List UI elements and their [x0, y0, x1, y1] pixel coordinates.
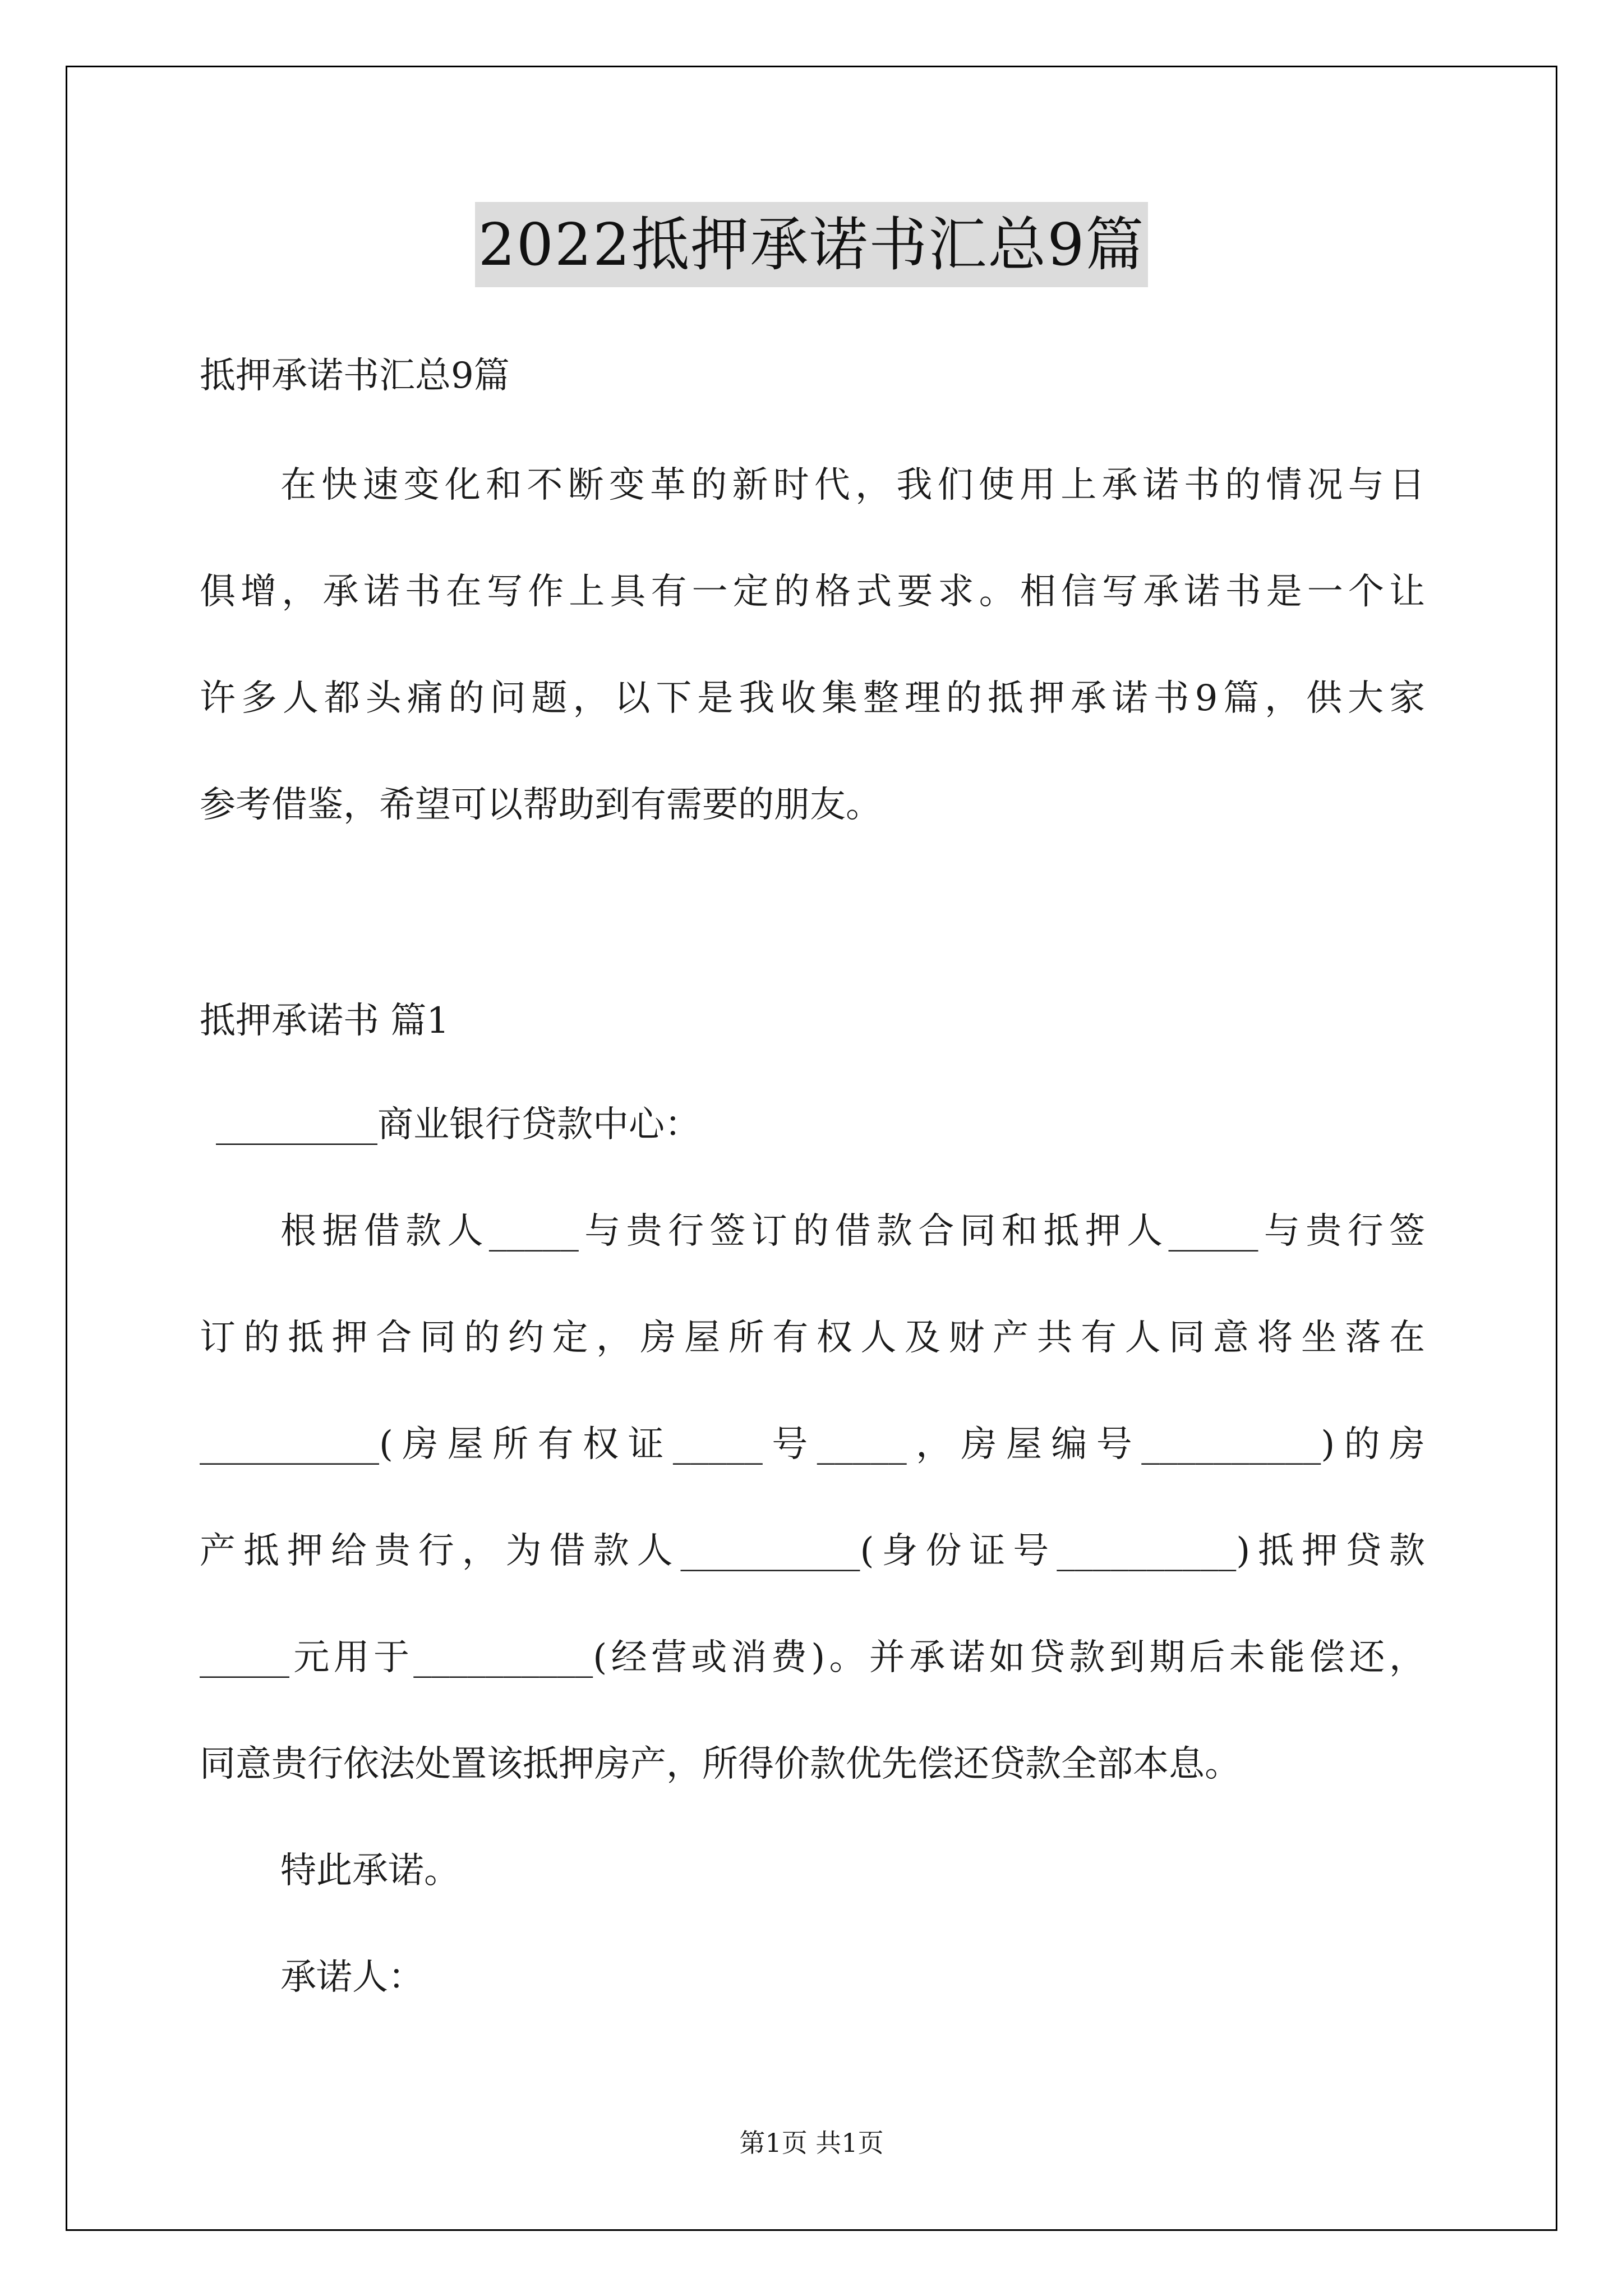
intro-line-3: 许多人都头痛的问题，以下是我收集整理的抵押承诺书9篇，供大家: [200, 678, 1425, 719]
body-line-6: 同意贵行依法处置该抵押房产，所得价款优先偿还贷款全部本息。: [200, 1743, 1241, 1785]
addressee-line: _________商业银行贷款中心：: [216, 1104, 700, 1145]
body-line-2: 订的抵押合同的约定，房屋所有权人及财产共有人同意将坐落在: [200, 1317, 1425, 1359]
intro-line-4: 参考借鉴，希望可以帮助到有需要的朋友。: [200, 784, 882, 826]
closing-text: 特此承诺。: [280, 1850, 460, 1892]
body-line-4: 产抵押给贵行，为借款人__________(身份证号__________)抵押贷款: [200, 1530, 1425, 1572]
body-line-1: 根据借款人_____与贵行签订的借款合同和抵押人_____与贵行签: [280, 1211, 1425, 1252]
intro-line-2: 俱增，承诺书在写作上具有一定的格式要求。相信写承诺书是一个让: [200, 571, 1425, 613]
body-line-5: _____元用于__________(经营或消费)。并承诺如贷款到期后未能偿还，: [200, 1637, 1425, 1678]
page-footer: 第1页 共1页: [739, 2128, 884, 2158]
section-heading: 抵押承诺书 篇1: [200, 1000, 450, 1042]
document-title: 2022抵押承诺书汇总9篇: [475, 202, 1149, 287]
document-title-wrapper: [0, 202, 1623, 287]
signature-label: 承诺人：: [280, 1957, 424, 1998]
document-subtitle: 抵押承诺书汇总9篇: [200, 355, 510, 397]
intro-line-1: 在快速变化和不断变革的新时代，我们使用上承诺书的情况与日: [280, 464, 1425, 506]
body-line-3: __________(房屋所有权证_____号_____，房屋编号__________)的房: [200, 1424, 1425, 1465]
